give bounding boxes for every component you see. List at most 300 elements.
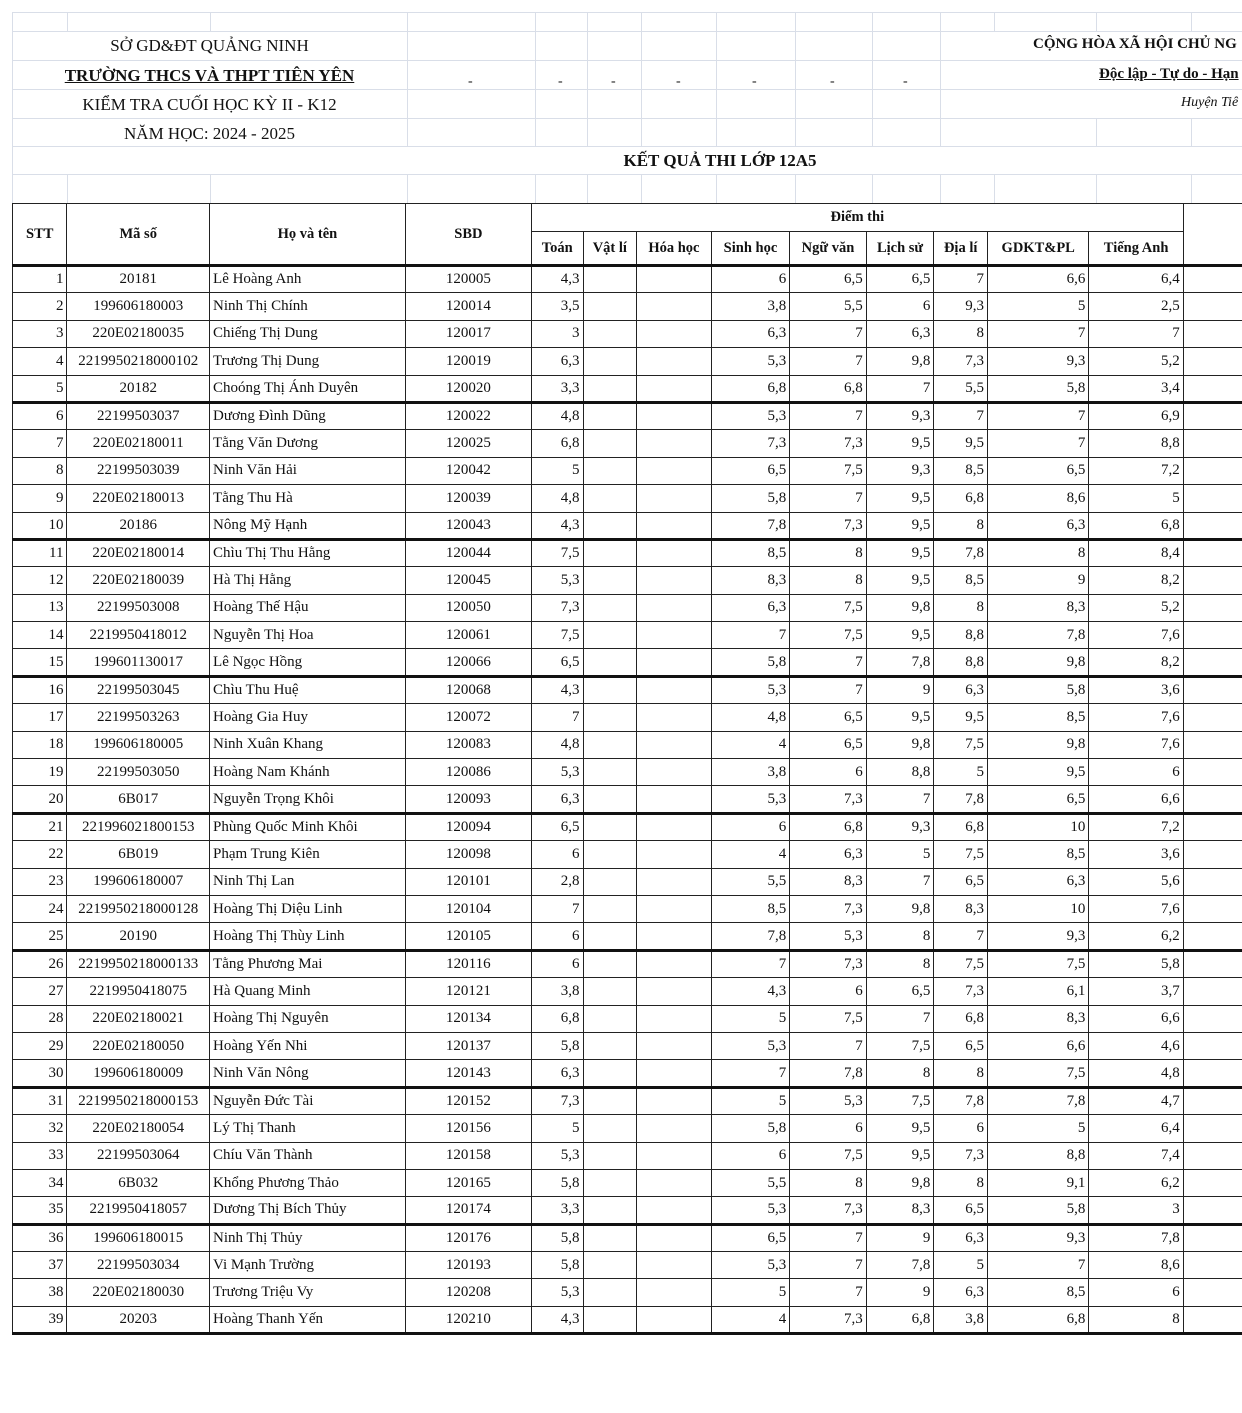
hoten-cell: Ninh Thị Chính	[210, 293, 406, 320]
vatli-cell	[583, 731, 637, 758]
table-row	[13, 704, 1242, 731]
hoahoc-cell	[637, 895, 712, 922]
extra-cell	[1183, 731, 1242, 758]
vatli-cell	[583, 950, 637, 977]
sinhhoc-cell: 8,5	[711, 895, 790, 922]
diali-cell: 8,8	[934, 622, 988, 649]
dash-mark: -	[830, 74, 835, 89]
hoahoc-cell	[637, 978, 712, 1005]
lichsu-cell: 9	[866, 676, 934, 703]
nguvan-cell: 6,8	[790, 375, 867, 402]
maso-cell: 220E02180013	[67, 485, 210, 512]
table-row	[13, 676, 1242, 703]
tienganh-cell: 7,6	[1089, 704, 1183, 731]
stt-cell: 30	[13, 1060, 67, 1087]
hoten-cell: Nguyễn Trọng Khôi	[210, 786, 406, 813]
table-row	[13, 430, 1242, 457]
sinhhoc-cell: 6	[711, 1142, 790, 1169]
stt-cell: 25	[13, 923, 67, 950]
sinhhoc-cell: 4,3	[711, 978, 790, 1005]
col-header-tienganh: Tiếng Anh	[1089, 232, 1183, 266]
table-row	[13, 923, 1242, 950]
toan-cell: 5,3	[531, 759, 583, 786]
gdkt-cell: 9,1	[988, 1169, 1089, 1196]
sbd-cell: 120158	[405, 1142, 531, 1169]
toan-cell: 6	[531, 841, 583, 868]
table-row	[13, 539, 1242, 566]
gdkt-cell: 6,5	[988, 786, 1089, 813]
nguvan-cell: 6,5	[790, 731, 867, 758]
toan-cell: 6,5	[531, 813, 583, 840]
extra-cell	[1183, 320, 1242, 347]
sinhhoc-cell: 7	[711, 622, 790, 649]
stt-cell: 7	[13, 430, 67, 457]
toan-cell: 3,8	[531, 978, 583, 1005]
sbd-cell: 120121	[405, 978, 531, 1005]
vatli-cell	[583, 704, 637, 731]
exam-name: KIỂM TRA CUỐI HỌC KỲ II - K12	[82, 95, 337, 114]
tienganh-cell: 6,6	[1089, 1005, 1183, 1032]
toan-cell: 5	[531, 1115, 583, 1142]
maso-cell: 22199503034	[67, 1252, 210, 1279]
stt-cell: 19	[13, 759, 67, 786]
gdkt-cell: 6,6	[988, 1032, 1089, 1059]
toan-cell: 7,5	[531, 539, 583, 566]
dash-mark: -	[903, 74, 908, 89]
diali-cell: 8	[934, 1060, 988, 1087]
maso-cell: 220E02180054	[67, 1115, 210, 1142]
diali-cell: 9,5	[934, 430, 988, 457]
maso-cell: 220E02180050	[67, 1032, 210, 1059]
sbd-cell: 120143	[405, 1060, 531, 1087]
hoten-cell: Nguyễn Đức Tài	[210, 1087, 406, 1114]
toan-cell: 5,8	[531, 1032, 583, 1059]
stt-cell: 36	[13, 1224, 67, 1251]
hoten-cell: Ninh Văn Hải	[210, 457, 406, 484]
nguvan-cell: 7,3	[790, 1306, 867, 1333]
extra-cell	[1183, 512, 1242, 539]
toan-cell: 5,3	[531, 1142, 583, 1169]
diali-cell: 8	[934, 594, 988, 621]
gdkt-cell: 9,3	[988, 923, 1089, 950]
nguvan-cell: 6	[790, 1115, 867, 1142]
hoten-cell: Tằng Thu Hà	[210, 485, 406, 512]
toan-cell: 2,8	[531, 868, 583, 895]
extra-cell	[1183, 978, 1242, 1005]
hoahoc-cell	[637, 375, 712, 402]
sbd-cell: 120068	[405, 676, 531, 703]
sinhhoc-cell: 5	[711, 1005, 790, 1032]
extra-cell	[1183, 1169, 1242, 1196]
tienganh-cell: 6,4	[1089, 1115, 1183, 1142]
gdkt-cell: 9,3	[988, 348, 1089, 375]
hoten-cell: Ninh Thị Thủy	[210, 1224, 406, 1251]
lichsu-cell: 9,5	[866, 512, 934, 539]
stt-cell: 1	[13, 266, 67, 293]
sinhhoc-cell: 5,8	[711, 1115, 790, 1142]
sinhhoc-cell: 5,8	[711, 485, 790, 512]
gdkt-cell: 6,1	[988, 978, 1089, 1005]
toan-cell: 7,5	[531, 622, 583, 649]
maso-cell: 2219950218000133	[67, 950, 210, 977]
hoten-cell: Lý Thị Thanh	[210, 1115, 406, 1142]
gdkt-cell: 8,8	[988, 1142, 1089, 1169]
toan-cell: 5	[531, 457, 583, 484]
maso-cell: 20203	[67, 1306, 210, 1333]
hoten-cell: Hoàng Thanh Yến	[210, 1306, 406, 1333]
sinhhoc-cell: 6,5	[711, 457, 790, 484]
extra-cell	[1183, 649, 1242, 676]
tienganh-cell: 4,6	[1089, 1032, 1183, 1059]
col-header-diemthi: Điểm thi	[531, 204, 1183, 232]
sbd-cell: 120005	[405, 266, 531, 293]
nguvan-cell: 8	[790, 1169, 867, 1196]
nguvan-cell: 7,5	[790, 594, 867, 621]
vatli-cell	[583, 512, 637, 539]
hoten-cell: Choóng Thị Ánh Duyên	[210, 375, 406, 402]
col-header-nguvan: Ngữ văn	[790, 232, 867, 266]
diali-cell: 6	[934, 1115, 988, 1142]
tienganh-cell: 2,5	[1089, 293, 1183, 320]
extra-cell	[1183, 293, 1242, 320]
tienganh-cell: 8,8	[1089, 430, 1183, 457]
sbd-cell: 120193	[405, 1252, 531, 1279]
sbd-cell: 120050	[405, 594, 531, 621]
toan-cell: 6,3	[531, 786, 583, 813]
diali-cell: 9,5	[934, 704, 988, 731]
hoahoc-cell	[637, 485, 712, 512]
stt-cell: 15	[13, 649, 67, 676]
hoten-cell: Chíu Văn Thành	[210, 1142, 406, 1169]
gdkt-cell: 6,6	[988, 266, 1089, 293]
vatli-cell	[583, 978, 637, 1005]
extra-cell	[1183, 1252, 1242, 1279]
table-row	[13, 266, 1242, 293]
table-row	[13, 731, 1242, 758]
sbd-cell: 120025	[405, 430, 531, 457]
toan-cell: 6,8	[531, 1005, 583, 1032]
diali-cell: 8,3	[934, 895, 988, 922]
tienganh-cell: 4,8	[1089, 1060, 1183, 1087]
lichsu-cell: 9,8	[866, 594, 934, 621]
table-row	[13, 1169, 1242, 1196]
extra-cell	[1183, 1032, 1242, 1059]
hoahoc-cell	[637, 1005, 712, 1032]
vatli-cell	[583, 786, 637, 813]
extra-cell	[1183, 813, 1242, 840]
tienganh-cell: 6,8	[1089, 512, 1183, 539]
lichsu-cell: 7	[866, 786, 934, 813]
extra-cell	[1183, 1306, 1242, 1333]
toan-cell: 4,3	[531, 676, 583, 703]
diali-cell: 5	[934, 1252, 988, 1279]
toan-cell: 3	[531, 320, 583, 347]
maso-cell: 2219950218000102	[67, 348, 210, 375]
hoten-cell: Chìu Thu Huệ	[210, 676, 406, 703]
sinhhoc-cell: 7,8	[711, 512, 790, 539]
diali-cell: 6,5	[934, 1032, 988, 1059]
table-row	[13, 293, 1242, 320]
lichsu-cell: 9,5	[866, 622, 934, 649]
vatli-cell	[583, 759, 637, 786]
sinhhoc-cell: 5	[711, 1087, 790, 1114]
nguvan-cell: 7	[790, 676, 867, 703]
sbd-cell: 120093	[405, 786, 531, 813]
tienganh-cell: 6,2	[1089, 923, 1183, 950]
maso-cell: 22199503263	[67, 704, 210, 731]
toan-cell: 6,8	[531, 430, 583, 457]
col-header-lichsu: Lịch sử	[866, 232, 934, 266]
sinhhoc-cell: 5,5	[711, 1169, 790, 1196]
nguvan-cell: 6,3	[790, 841, 867, 868]
gdkt-cell: 9,8	[988, 731, 1089, 758]
score-table	[12, 203, 1242, 1335]
lichsu-cell: 9,5	[866, 704, 934, 731]
col-header-stt: STT	[13, 204, 67, 266]
sbd-cell: 120152	[405, 1087, 531, 1114]
extra-cell	[1183, 759, 1242, 786]
lichsu-cell: 7,5	[866, 1087, 934, 1114]
extra-cell	[1183, 1115, 1242, 1142]
maso-cell: 199606180015	[67, 1224, 210, 1251]
toan-cell: 6,3	[531, 348, 583, 375]
nguvan-cell: 7,8	[790, 1060, 867, 1087]
hoten-cell: Hoàng Nam Khánh	[210, 759, 406, 786]
table-row	[13, 1279, 1242, 1306]
lichsu-cell: 9,5	[866, 485, 934, 512]
sinhhoc-cell: 6,5	[711, 1224, 790, 1251]
result-title: KẾT QUẢ THI LỚP 12A5	[623, 151, 817, 170]
maso-cell: 220E02180011	[67, 430, 210, 457]
nguvan-cell: 5,3	[790, 923, 867, 950]
maso-cell: 2219950218000153	[67, 1087, 210, 1114]
hoten-cell: Chiếng Thị Dung	[210, 320, 406, 347]
sinhhoc-cell: 4	[711, 731, 790, 758]
vatli-cell	[583, 266, 637, 293]
col-header-gdkt: GDKT&PL	[988, 232, 1089, 266]
sbd-cell: 120017	[405, 320, 531, 347]
dash-mark: -	[752, 74, 757, 89]
hoahoc-cell	[637, 1197, 712, 1224]
table-row	[13, 1252, 1242, 1279]
hoahoc-cell	[637, 950, 712, 977]
sbd-cell: 120044	[405, 539, 531, 566]
sinhhoc-cell: 5,5	[711, 868, 790, 895]
extra-cell	[1183, 594, 1242, 621]
tienganh-cell: 7,2	[1089, 457, 1183, 484]
stt-cell: 20	[13, 786, 67, 813]
maso-cell: 20181	[67, 266, 210, 293]
gdkt-cell: 9,3	[988, 1224, 1089, 1251]
lichsu-cell: 7	[866, 375, 934, 402]
sbd-cell: 120042	[405, 457, 531, 484]
hoahoc-cell	[637, 813, 712, 840]
maso-cell: 199606180009	[67, 1060, 210, 1087]
col-header-sbd: SBD	[405, 204, 531, 266]
maso-cell: 6B032	[67, 1169, 210, 1196]
gdkt-cell: 8,5	[988, 704, 1089, 731]
diali-cell: 7	[934, 402, 988, 429]
sinhhoc-cell: 5	[711, 1279, 790, 1306]
maso-cell: 220E02180030	[67, 1279, 210, 1306]
lichsu-cell: 9,8	[866, 348, 934, 375]
stt-cell: 37	[13, 1252, 67, 1279]
gdkt-cell: 7	[988, 320, 1089, 347]
vatli-cell	[583, 649, 637, 676]
lichsu-cell: 9,5	[866, 1142, 934, 1169]
hoten-cell: Tằng Phương Mai	[210, 950, 406, 977]
stt-cell: 11	[13, 539, 67, 566]
maso-cell: 22199503045	[67, 676, 210, 703]
hoahoc-cell	[637, 567, 712, 594]
gdkt-cell: 5	[988, 1115, 1089, 1142]
stt-cell: 13	[13, 594, 67, 621]
hoahoc-cell	[637, 1224, 712, 1251]
nguvan-cell: 7,5	[790, 457, 867, 484]
sinhhoc-cell: 5,3	[711, 1197, 790, 1224]
vatli-cell	[583, 868, 637, 895]
diali-cell: 6,8	[934, 813, 988, 840]
table-row	[13, 813, 1242, 840]
nguvan-cell: 7	[790, 649, 867, 676]
toan-cell: 6	[531, 950, 583, 977]
vatli-cell	[583, 1279, 637, 1306]
table-row	[13, 895, 1242, 922]
table-row	[13, 348, 1242, 375]
toan-cell: 3,3	[531, 375, 583, 402]
lichsu-cell: 8,3	[866, 1197, 934, 1224]
maso-cell: 221996021800153	[67, 813, 210, 840]
hoahoc-cell	[637, 1142, 712, 1169]
hoten-cell: Hoàng Thị Nguyên	[210, 1005, 406, 1032]
table-row	[13, 1197, 1242, 1224]
hoahoc-cell	[637, 649, 712, 676]
diali-cell: 6,8	[934, 485, 988, 512]
sinhhoc-cell: 8,5	[711, 539, 790, 566]
extra-cell	[1183, 704, 1242, 731]
diali-cell: 8	[934, 512, 988, 539]
vatli-cell	[583, 375, 637, 402]
maso-cell: 22199503050	[67, 759, 210, 786]
tienganh-cell: 6,6	[1089, 786, 1183, 813]
nguvan-cell: 6,5	[790, 704, 867, 731]
stt-cell: 22	[13, 841, 67, 868]
table-row	[13, 457, 1242, 484]
sbd-cell: 120066	[405, 649, 531, 676]
vatli-cell	[583, 841, 637, 868]
diali-cell: 8	[934, 1169, 988, 1196]
lichsu-cell: 9,8	[866, 895, 934, 922]
diali-cell: 8,5	[934, 567, 988, 594]
hoten-cell: Hoàng Thị Diệu Linh	[210, 895, 406, 922]
tienganh-cell: 3,6	[1089, 676, 1183, 703]
extra-cell	[1183, 923, 1242, 950]
table-row	[13, 759, 1242, 786]
hoahoc-cell	[637, 622, 712, 649]
gdkt-cell: 9,5	[988, 759, 1089, 786]
nguvan-cell: 5,5	[790, 293, 867, 320]
vatli-cell	[583, 1252, 637, 1279]
vatli-cell	[583, 1115, 637, 1142]
table-row	[13, 375, 1242, 402]
tienganh-cell: 3,7	[1089, 978, 1183, 1005]
diali-cell: 3,8	[934, 1306, 988, 1333]
sbd-cell: 120094	[405, 813, 531, 840]
hoten-cell: Ninh Thị Lan	[210, 868, 406, 895]
sinhhoc-cell: 6,8	[711, 375, 790, 402]
place-date: Huyện Tiê	[1181, 95, 1239, 110]
stt-cell: 32	[13, 1115, 67, 1142]
maso-cell: 20186	[67, 512, 210, 539]
col-header-toan: Toán	[531, 232, 583, 266]
department-name: SỞ GD&ĐT QUẢNG NINH	[110, 36, 309, 55]
stt-cell: 18	[13, 731, 67, 758]
lichsu-cell: 9,8	[866, 1169, 934, 1196]
toan-cell: 4,3	[531, 266, 583, 293]
extra-cell	[1183, 1005, 1242, 1032]
vatli-cell	[583, 1197, 637, 1224]
hoahoc-cell	[637, 512, 712, 539]
nguvan-cell: 6	[790, 978, 867, 1005]
hoten-cell: Tằng Văn Dương	[210, 430, 406, 457]
sinhhoc-cell: 5,3	[711, 348, 790, 375]
lichsu-cell: 7,5	[866, 1032, 934, 1059]
extra-cell	[1183, 895, 1242, 922]
table-row	[13, 978, 1242, 1005]
table-row	[13, 786, 1242, 813]
table-row	[13, 1087, 1242, 1114]
dash-mark: -	[676, 74, 681, 89]
nguvan-cell: 5,3	[790, 1087, 867, 1114]
vatli-cell	[583, 923, 637, 950]
table-row	[13, 1306, 1242, 1333]
hoten-cell: Hoàng Gia Huy	[210, 704, 406, 731]
sbd-cell: 120086	[405, 759, 531, 786]
sbd-cell: 120061	[405, 622, 531, 649]
lichsu-cell: 9	[866, 1224, 934, 1251]
gdkt-cell: 6,5	[988, 457, 1089, 484]
maso-cell: 6B017	[67, 786, 210, 813]
dash-mark: -	[558, 74, 563, 89]
table-row	[13, 950, 1242, 977]
gdkt-cell: 8,3	[988, 594, 1089, 621]
vatli-cell	[583, 594, 637, 621]
vatli-cell	[583, 622, 637, 649]
motto: Độc lập - Tự do - Hạn	[1099, 66, 1239, 82]
extra-cell	[1183, 841, 1242, 868]
toan-cell: 4,8	[531, 402, 583, 429]
sbd-cell: 120210	[405, 1306, 531, 1333]
hoahoc-cell	[637, 1306, 712, 1333]
sbd-cell: 120014	[405, 293, 531, 320]
toan-cell: 5,8	[531, 1224, 583, 1251]
sinhhoc-cell: 5,3	[711, 1032, 790, 1059]
tienganh-cell: 8,4	[1089, 539, 1183, 566]
hoahoc-cell	[637, 1032, 712, 1059]
toan-cell: 4,3	[531, 1306, 583, 1333]
table-row	[13, 567, 1242, 594]
tienganh-cell: 3	[1089, 1197, 1183, 1224]
nguvan-cell: 6	[790, 759, 867, 786]
gdkt-cell: 7	[988, 430, 1089, 457]
vatli-cell	[583, 293, 637, 320]
maso-cell: 220E02180021	[67, 1005, 210, 1032]
stt-cell: 29	[13, 1032, 67, 1059]
table-row	[13, 1142, 1242, 1169]
hoten-cell: Vi Mạnh Trường	[210, 1252, 406, 1279]
nguvan-cell: 7,5	[790, 1005, 867, 1032]
hoahoc-cell	[637, 704, 712, 731]
